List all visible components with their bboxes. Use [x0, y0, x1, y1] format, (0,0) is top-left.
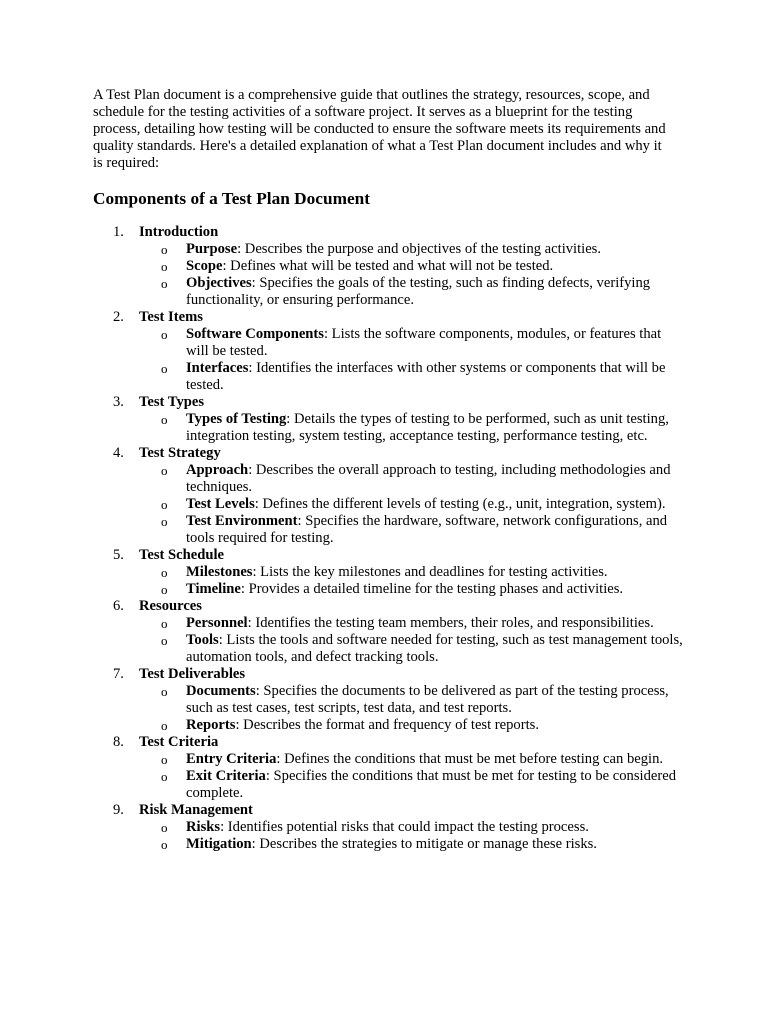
sub-item-description: : Describes the format and frequency of test reports.: [235, 717, 539, 733]
circle-bullet-icon: o: [161, 582, 168, 597]
sub-item-term: Mitigation: [186, 836, 252, 852]
sub-item-description: : Identifies the testing team members, their roles, and responsibilities.: [247, 615, 654, 631]
circle-bullet-icon: o: [161, 327, 168, 342]
list-item: [93, 802, 683, 853]
sub-item-term: Timeline: [186, 581, 241, 597]
list-item: [93, 734, 683, 802]
sub-item-term: Risks: [186, 819, 221, 835]
sub-item-description: : Defines the different levels of testing (e.g., unit, integration, system).: [254, 496, 666, 512]
sub-list-item: [93, 241, 683, 258]
sub-item-description: : Identifies the interfaces with other systems or components that will be tested.: [186, 360, 666, 393]
list-item-title: Risk Management: [139, 802, 253, 818]
sub-list-item: [93, 717, 683, 734]
intro-paragraph: A Test Plan document is a comprehensive guide that outlines the strategy, resources, scope, and schedule for the testing activities of a software project. It serves as a blueprint for the testing process, detailing how testing will be conducted to ensure the software meets its requirements and quality standards. Here's a detailed explanation of what a Test Plan document includes and why it is required:: [93, 87, 666, 171]
circle-bullet-icon: o: [161, 463, 168, 478]
sub-item-term: Entry Criteria: [186, 751, 277, 767]
sub-list: [93, 819, 683, 853]
sub-item-term: Scope: [186, 258, 223, 274]
list-item-number: 5.: [113, 547, 124, 563]
sub-item-term: Software Components: [186, 326, 324, 342]
sub-item-description: : Lists the key milestones and deadlines for testing activities.: [252, 564, 608, 580]
sub-item-description: : Describes the overall approach to testing, including methodologies and techniques.: [186, 462, 671, 495]
sub-list: [93, 326, 683, 394]
list-item-title: Test Types: [139, 394, 205, 410]
sub-list: [93, 615, 683, 666]
sub-item-description: : Specifies the documents to be delivered as part of the testing process, such as test cases, test scripts, test data, and test reports.: [186, 683, 669, 716]
list-item: [93, 394, 683, 445]
circle-bullet-icon: o: [161, 259, 168, 274]
sub-item-description: : Describes the strategies to mitigate or manage these risks.: [251, 836, 597, 852]
circle-bullet-icon: o: [161, 769, 168, 784]
sub-list: [93, 683, 683, 734]
section-heading: Components of a Test Plan Document: [93, 189, 370, 208]
sub-item-description: : Defines what will be tested and what will not be tested.: [222, 258, 554, 274]
sub-item-term: Approach: [186, 462, 249, 478]
list-item: [93, 224, 683, 309]
circle-bullet-icon: o: [161, 820, 168, 835]
list-item-title: Test Strategy: [139, 445, 221, 461]
list-item-number: 7.: [113, 666, 124, 682]
list-item: [93, 547, 683, 598]
sub-list-item: [93, 326, 683, 360]
sub-list-item: [93, 258, 683, 275]
circle-bullet-icon: o: [161, 752, 168, 767]
circle-bullet-icon: o: [161, 497, 168, 512]
list-item-title: Test Criteria: [139, 734, 219, 750]
sub-item-term: Test Levels: [186, 496, 255, 512]
circle-bullet-icon: o: [161, 718, 168, 733]
sub-item-term: Tools: [186, 632, 219, 648]
circle-bullet-icon: o: [161, 633, 168, 648]
sub-list: [93, 751, 683, 802]
sub-list-item: [93, 615, 683, 632]
sub-item-term: Interfaces: [186, 360, 249, 376]
list-item-title: Resources: [139, 598, 202, 614]
sub-list: [93, 241, 683, 309]
sub-list-item: [93, 751, 683, 768]
sub-item-description: : Lists the tools and software needed for testing, such as test management tools, automation tools, and defect tracking tools.: [186, 632, 683, 665]
list-item-number: 4.: [113, 445, 124, 461]
sub-item-description: : Lists the software components, modules, or features that will be tested.: [186, 326, 662, 359]
sub-item-term: Purpose: [186, 241, 238, 257]
sub-list-item: [93, 411, 683, 445]
sub-list-item: [93, 275, 683, 309]
sub-item-description: : Defines the conditions that must be met before testing can begin.: [276, 751, 664, 767]
sub-item-term: Milestones: [186, 564, 253, 580]
circle-bullet-icon: o: [161, 684, 168, 699]
sub-item-description: : Specifies the goals of the testing, such as finding defects, verifying functionality, or ensuring performance.: [186, 275, 651, 308]
sub-item-description: : Specifies the hardware, software, network configurations, and tools required for testing.: [186, 513, 668, 546]
sub-list: [93, 411, 683, 445]
sub-item-term: Exit Criteria: [186, 768, 266, 784]
sub-list-item: [93, 462, 683, 496]
list-item-number: 3.: [113, 394, 124, 410]
sub-item-term: Objectives: [186, 275, 252, 291]
list-item-number: 1.: [113, 224, 124, 240]
list-item: [93, 309, 683, 394]
list-item-title: Test Deliverables: [139, 666, 246, 682]
sub-item-description: : Specifies the conditions that must be met for testing to be considered complete.: [186, 768, 677, 801]
sub-item-term: Personnel: [186, 615, 248, 631]
list-item-number: 8.: [113, 734, 124, 750]
list-item: [93, 666, 683, 734]
circle-bullet-icon: o: [161, 616, 168, 631]
sub-item-description: : Details the types of testing to be performed, such as unit testing, integration testing, system testing, acceptance testing, performance testing, etc.: [186, 411, 669, 444]
sub-list-item: [93, 819, 683, 836]
list-item: [93, 445, 683, 547]
circle-bullet-icon: o: [161, 361, 168, 376]
document-page: [93, 87, 683, 852]
circle-bullet-icon: o: [161, 514, 168, 529]
sub-item-description: : Provides a detailed timeline for the testing phases and activities.: [240, 581, 624, 597]
sub-list-item: [93, 683, 683, 717]
circle-bullet-icon: o: [161, 837, 168, 852]
circle-bullet-icon: o: [161, 242, 168, 257]
list-item-number: 9.: [113, 802, 124, 818]
circle-bullet-icon: o: [161, 276, 168, 291]
sub-item-term: Test Environment: [186, 513, 298, 529]
sub-list-item: [93, 496, 683, 513]
circle-bullet-icon: o: [161, 412, 168, 427]
sub-item-term: Documents: [186, 683, 256, 699]
sub-list: [93, 462, 683, 547]
sub-list-item: [93, 360, 683, 394]
sub-list-item: [93, 513, 683, 547]
list-item-title: Test Schedule: [139, 547, 225, 563]
sub-list-item: [93, 632, 683, 666]
sub-list-item: [93, 836, 683, 853]
sub-list-item: [93, 768, 683, 802]
list-item: [93, 598, 683, 666]
components-list: [93, 224, 683, 853]
sub-item-description: : Describes the purpose and objectives of the testing activities.: [237, 241, 602, 257]
sub-list-item: [93, 581, 683, 598]
list-item-title: Introduction: [139, 224, 219, 240]
sub-list: [93, 564, 683, 598]
list-item-number: 6.: [113, 598, 124, 614]
sub-list-item: [93, 564, 683, 581]
list-item-number: 2.: [113, 309, 124, 325]
list-item-title: Test Items: [139, 309, 203, 325]
circle-bullet-icon: o: [161, 565, 168, 580]
sub-item-term: Reports: [186, 717, 236, 733]
sub-item-term: Types of Testing: [186, 411, 287, 427]
sub-item-description: : Identifies potential risks that could impact the testing process.: [220, 819, 589, 835]
